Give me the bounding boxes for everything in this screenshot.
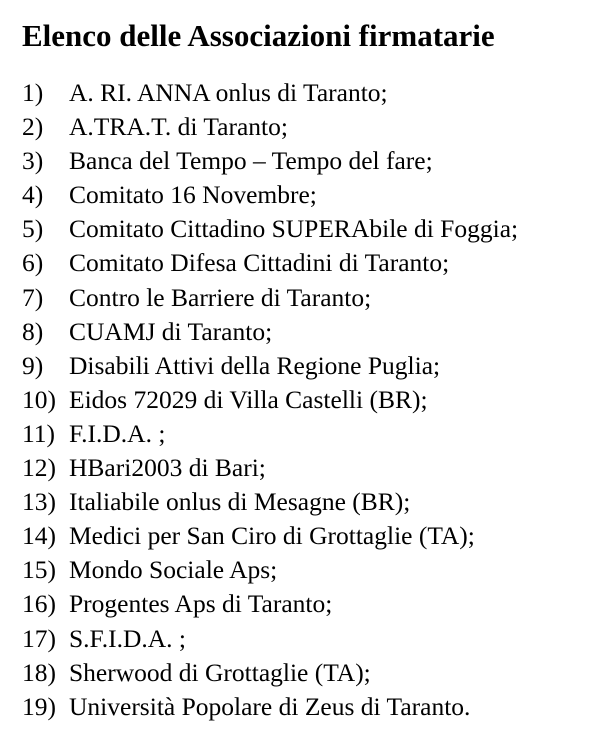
list-item xyxy=(22,417,518,451)
list-item xyxy=(22,451,518,485)
list-item xyxy=(22,519,518,553)
item-text: F.I.D.A. ; xyxy=(69,418,166,448)
item-text: HBari2003 di Bari; xyxy=(69,453,266,483)
list-item xyxy=(22,553,518,587)
item-number: 7) xyxy=(22,282,44,312)
item-number: 16) xyxy=(22,589,56,619)
item-number: 2) xyxy=(22,112,44,142)
item-text: Università Popolare di Zeus di Taranto. xyxy=(69,691,471,721)
item-number: 12) xyxy=(22,453,56,483)
item-text: Disabili Attivi della Regione Puglia; xyxy=(69,350,441,380)
item-number: 13) xyxy=(22,487,56,517)
item-text: A. RI. ANNA onlus di Taranto; xyxy=(69,78,388,107)
item-number: 5) xyxy=(22,214,44,244)
item-number: 11) xyxy=(22,418,56,448)
item-number: 3) xyxy=(22,146,44,176)
item-text: Eidos 72029 di Villa Castelli (BR); xyxy=(69,384,428,414)
item-text: Comitato 16 Novembre; xyxy=(69,180,317,210)
item-number: 9) xyxy=(22,350,44,380)
item-text: Contro le Barriere di Taranto; xyxy=(69,282,372,312)
item-text: Mondo Sociale Aps; xyxy=(69,555,278,585)
list-item xyxy=(22,110,518,144)
item-text: Banca del Tempo – Tempo del fare; xyxy=(69,146,433,176)
list-item xyxy=(22,315,518,349)
document-title: Elenco delle Associazioni firmatarie xyxy=(22,18,495,53)
list-item xyxy=(22,587,518,621)
item-text: S.F.I.D.A. ; xyxy=(69,623,186,653)
item-text: Progentes Aps di Taranto; xyxy=(69,589,333,619)
item-number: 8) xyxy=(22,316,44,346)
list-item xyxy=(22,485,518,519)
item-number: 18) xyxy=(22,657,56,687)
association-list xyxy=(22,76,518,724)
list-item xyxy=(22,212,518,246)
item-number: 15) xyxy=(22,555,56,585)
list-item xyxy=(22,246,518,280)
list-item xyxy=(22,178,518,212)
item-text: Comitato Cittadino SUPERAbile di Foggia; xyxy=(69,214,519,244)
item-number: 17) xyxy=(22,623,56,653)
list-item xyxy=(22,656,518,690)
list-item xyxy=(22,281,518,315)
item-text: Medici per San Ciro di Grottaglie (TA); xyxy=(69,521,475,551)
item-text: CUAMJ di Taranto; xyxy=(69,316,273,346)
item-text: Sherwood di Grottaglie (TA); xyxy=(69,657,371,687)
list-item xyxy=(22,144,518,178)
item-number: 10) xyxy=(22,384,56,414)
item-number: 6) xyxy=(22,248,44,278)
list-item xyxy=(22,383,518,417)
item-number: 4) xyxy=(22,180,44,210)
item-number: 1) xyxy=(22,78,44,107)
item-text: Italiabile onlus di Mesagne (BR); xyxy=(69,487,411,517)
list-item xyxy=(22,349,518,383)
item-number: 14) xyxy=(22,521,56,551)
item-number: 19) xyxy=(22,691,56,721)
list-item xyxy=(22,690,518,724)
item-text: Comitato Difesa Cittadini di Taranto; xyxy=(69,248,450,278)
list-item xyxy=(22,622,518,656)
list-item xyxy=(22,76,518,110)
item-text: A.TRA.T. di Taranto; xyxy=(69,112,288,142)
